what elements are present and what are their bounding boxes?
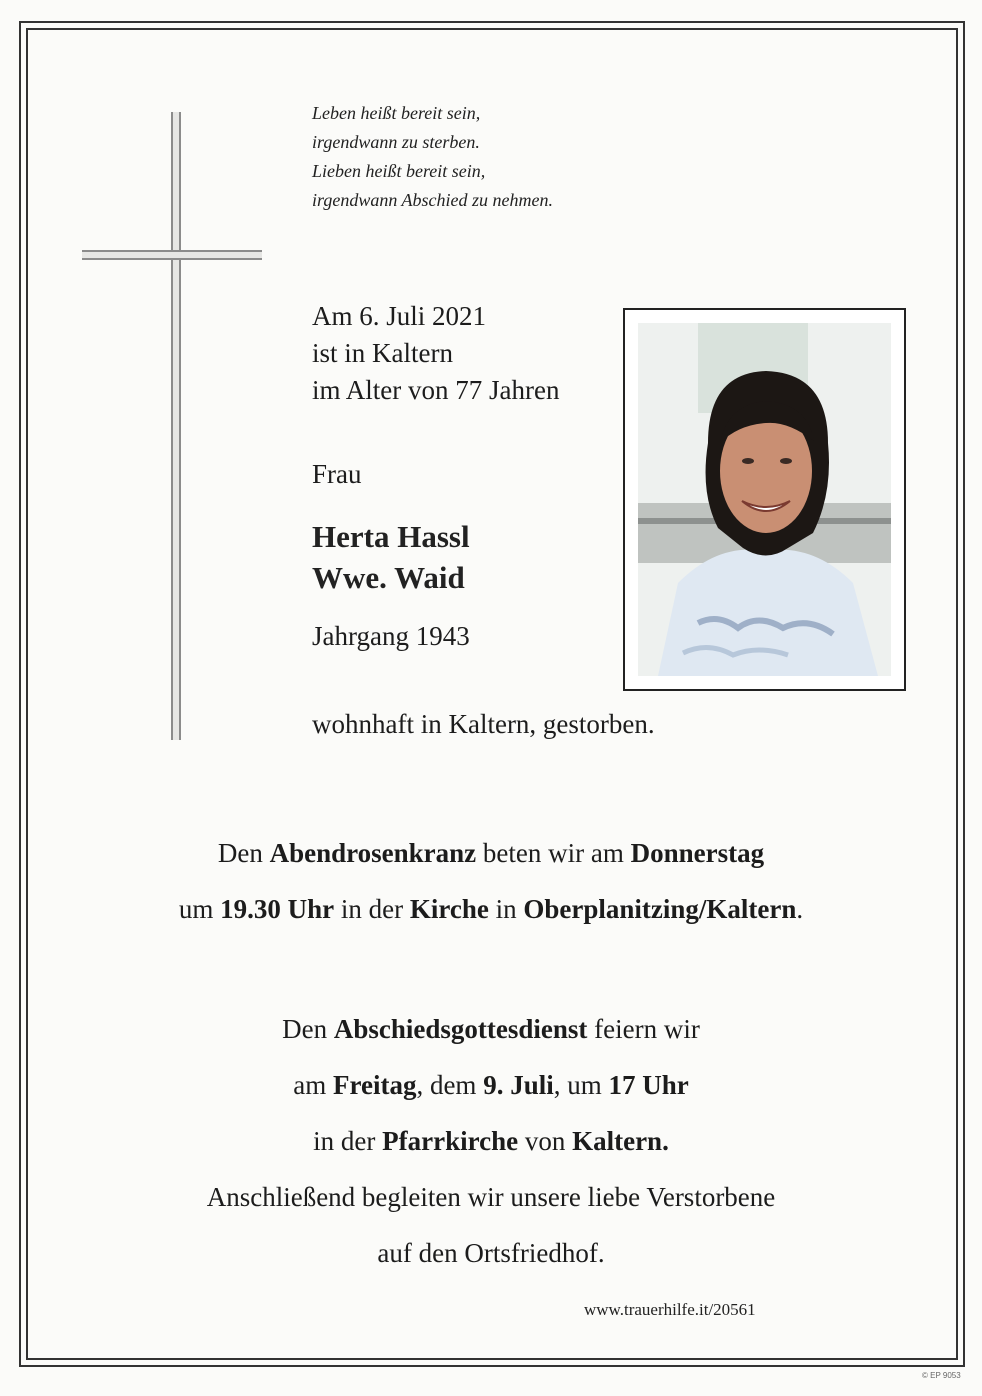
rosary-notice bbox=[0, 825, 982, 937]
portrait-image bbox=[638, 323, 891, 676]
death-place: ist in Kaltern bbox=[312, 338, 453, 368]
text-segment: von bbox=[518, 1126, 573, 1156]
text-segment: beten wir am bbox=[476, 838, 631, 868]
salutation: Frau bbox=[312, 459, 362, 489]
text-segment: , dem bbox=[416, 1070, 484, 1100]
cross-icon-bar bbox=[82, 250, 262, 260]
death-date: Am 6. Juli 2021 bbox=[312, 301, 487, 331]
emphasis-text: Donnerstag bbox=[630, 838, 765, 868]
text-segment: in der bbox=[313, 1126, 383, 1156]
death-announcement bbox=[312, 298, 559, 409]
funeral-service-notice bbox=[0, 1001, 982, 1281]
text-segment: , um bbox=[553, 1070, 609, 1100]
emphasis-text: Oberplanitzing/Kaltern bbox=[523, 894, 797, 924]
service-line bbox=[0, 1113, 982, 1169]
poem-line: Lieben heißt bereit sein, bbox=[312, 161, 486, 181]
service-line bbox=[0, 1057, 982, 1113]
rosary-line bbox=[0, 825, 982, 881]
text-segment: um bbox=[178, 894, 221, 924]
emphasis-text: Kirche bbox=[409, 894, 489, 924]
service-line bbox=[0, 1169, 982, 1225]
text-segment: auf den Ortsfriedhof. bbox=[377, 1238, 605, 1268]
poem-line: Leben heißt bereit sein, bbox=[312, 103, 481, 123]
emphasis-text: Abschiedsgottesdienst bbox=[333, 1014, 588, 1044]
deceased-name-line: Herta Hassl bbox=[312, 519, 470, 554]
text-segment: Den bbox=[282, 1014, 334, 1044]
poem-line: irgendwann Abschied zu nehmen. bbox=[312, 190, 553, 210]
emphasis-text: 19.30 Uhr bbox=[220, 894, 335, 924]
service-line bbox=[0, 1001, 982, 1057]
emphasis-text: 9. Juli bbox=[483, 1070, 554, 1100]
emphasis-text: Abendrosenkranz bbox=[269, 838, 477, 868]
print-code: © EP 9053 bbox=[922, 1371, 961, 1380]
text-segment: . bbox=[796, 894, 804, 924]
portrait-photo bbox=[623, 308, 906, 691]
emphasis-text: 17 Uhr bbox=[608, 1070, 689, 1100]
text-segment: am bbox=[293, 1070, 333, 1100]
emphasis-text: Kaltern. bbox=[572, 1126, 669, 1156]
deceased-name-line: Wwe. Waid bbox=[312, 560, 465, 595]
birth-year: Jahrgang 1943 bbox=[312, 621, 470, 651]
emphasis-text: Pfarrkirche bbox=[382, 1126, 519, 1156]
rosary-line bbox=[0, 881, 982, 937]
residence-line: wohnhaft in Kaltern, gestorben. bbox=[312, 709, 655, 739]
cross-icon bbox=[171, 112, 181, 740]
age-at-death: im Alter von 77 Jahren bbox=[312, 375, 560, 405]
text-segment: in bbox=[488, 894, 524, 924]
emphasis-text: Freitag bbox=[332, 1070, 417, 1100]
memorial-poem bbox=[312, 99, 553, 215]
text-segment: in der bbox=[334, 894, 410, 924]
text-segment: Den bbox=[217, 838, 270, 868]
website-link[interactable]: www.trauerhilfe.it/20561 bbox=[584, 1300, 756, 1319]
text-segment: feiern wir bbox=[587, 1014, 700, 1044]
text-segment: Anschließend begleiten wir unsere liebe Verstorbene bbox=[206, 1182, 776, 1212]
service-line bbox=[0, 1225, 982, 1281]
poem-line: irgendwann zu sterben. bbox=[312, 132, 480, 152]
deceased-name bbox=[312, 516, 470, 598]
